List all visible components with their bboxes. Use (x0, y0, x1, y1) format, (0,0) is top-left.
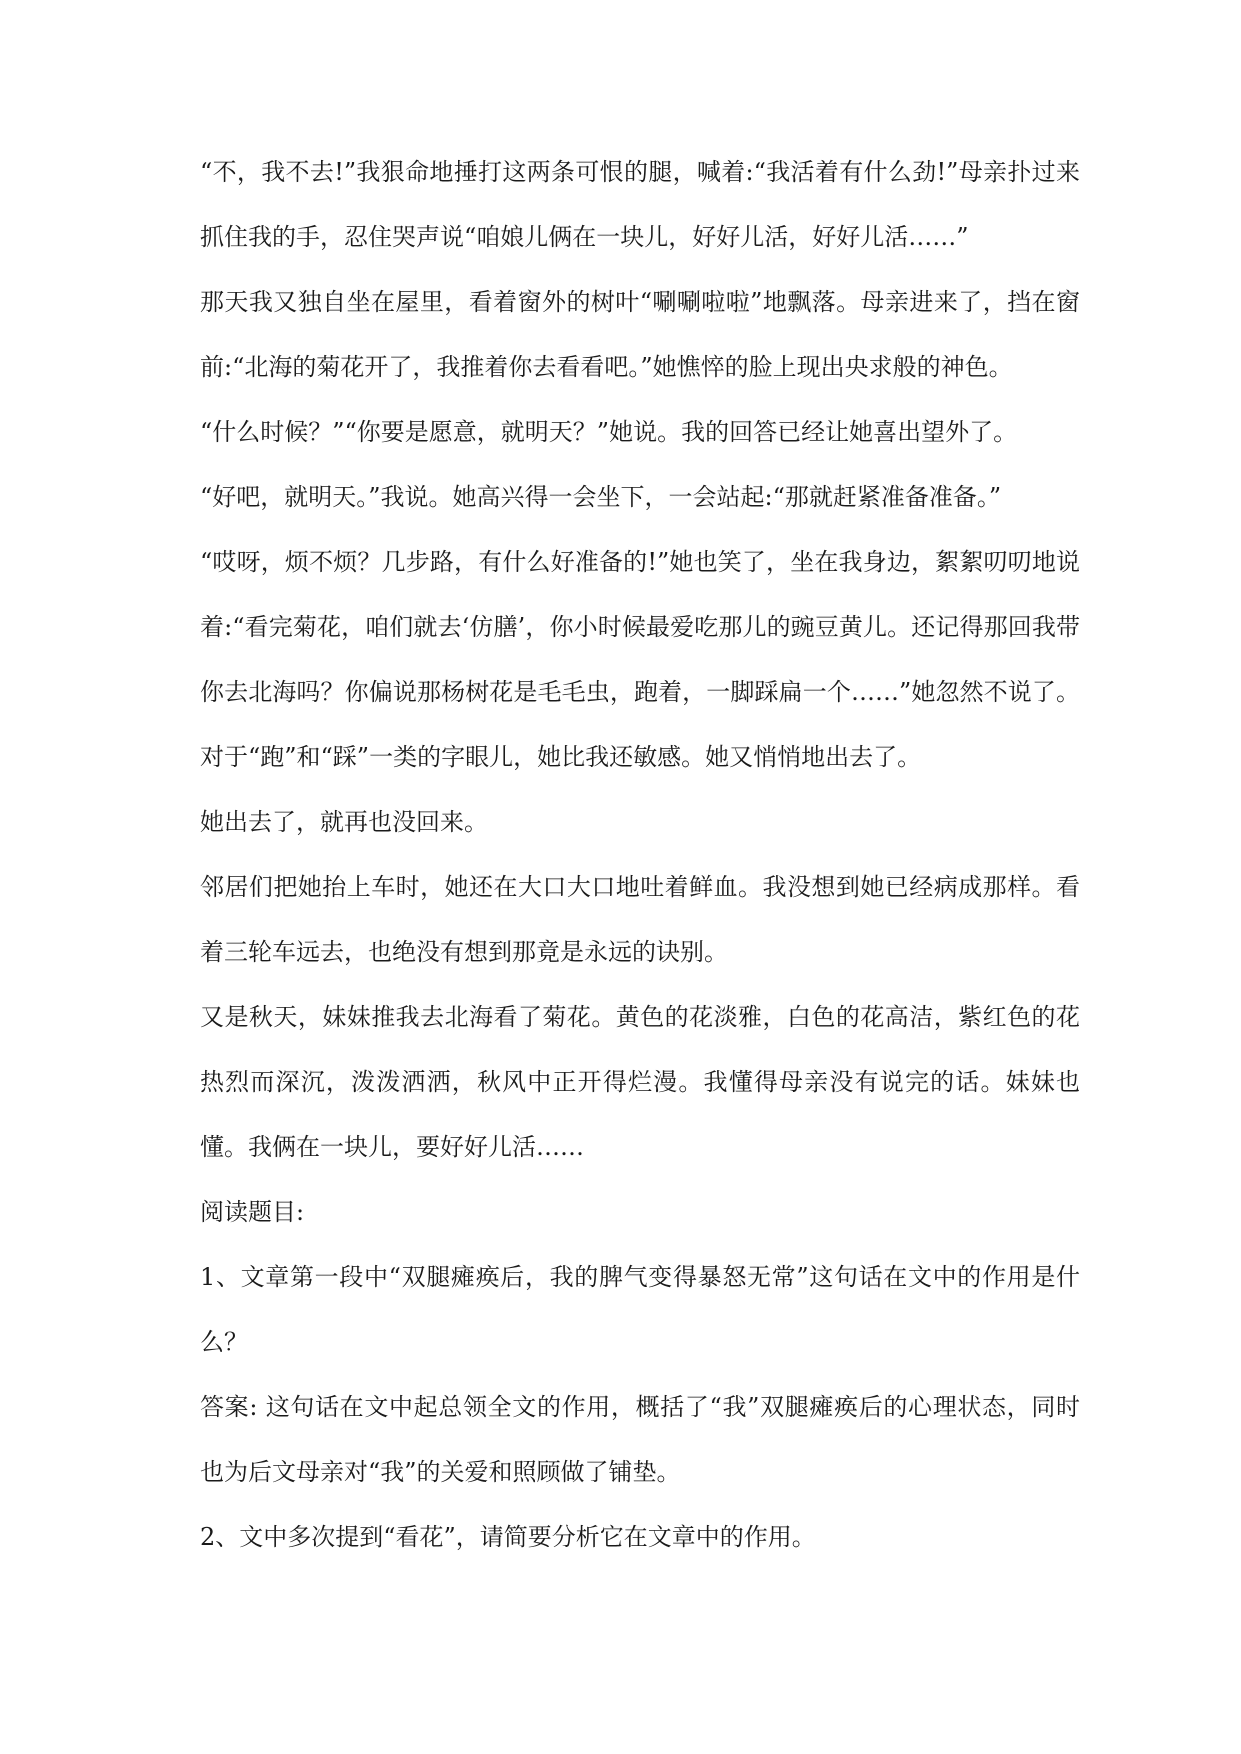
question-2: 2、文中多次提到“看花”，请简要分析它在文章中的作用。 (200, 1523, 816, 1551)
answer-1: 答案: 这句话在文中起总领全文的作用，概括了“我”双腿瘫痪后的心理状态，同时也为后文母亲对“我”的关爱和照顾做了铺垫。 (200, 1393, 1080, 1486)
paragraph-neighbors: 邻居们把她抬上车时，她还在大口大口地吐着鲜血。我没想到她已经病成那样。看着三轮车远去，也绝没有想到那竟是永远的诀别。 (200, 873, 1080, 966)
section-heading-reading-questions: 阅读题目: (200, 1198, 305, 1226)
paragraph-never-returned: 她出去了，就再也没回来。 (200, 808, 488, 836)
paragraph-refusal: “不，我不去!”我狠命地捶打这两条可恨的腿，喊着:“我活着有什么劲!”母亲扑过来抓住我的手，忍住哭声说“咱娘儿俩在一块儿，好好儿活，好好儿活……” (200, 158, 1080, 251)
paragraph-tomorrow: “好吧，就明天。”我说。她高兴得一会坐下，一会站起:“那就赶紧准备准备。” (200, 483, 1002, 511)
question-1: 1、文章第一段中“双腿瘫痪后，我的脾气变得暴怒无常”这句话在文中的作用是什么？ (200, 1263, 1080, 1356)
paragraph-chatter: “哎呀，烦不烦？几步路，有什么好准备的!”她也笑了，坐在我身边，絮絮叨叨地说着:“看完菊花，咱们就去‘仿膳’，你小时候最爱吃那儿的豌豆黄儿。还记得那回我带你去北海吗？你偏说那杨树花是毛毛虫，跑着，一脚踩扁一个……”她忽然不说了。对于“跑”和“踩”一类的字眼儿，她比我还敏感。她又悄悄地出去了。 (200, 548, 1080, 771)
paragraph-autumn-again: 又是秋天，妹妹推我去北海看了菊花。黄色的花淡雅，白色的花高洁，紫红色的花热烈而深沉，泼泼洒洒，秋风中正开得烂漫。我懂得母亲没有说完的话。妹妹也懂。我俩在一块儿，要好好儿活…… (200, 1003, 1080, 1161)
paragraph-falling-leaves: 那天我又独自坐在屋里，看着窗外的树叶“唰唰啦啦”地飘落。母亲进来了，挡在窗前:“北海的菊花开了，我推着你去看看吧。”她憔悴的脸上现出央求般的神色。 (200, 288, 1080, 381)
paragraph-when: “什么时候？”“你要是愿意，就明天？”她说。我的回答已经让她喜出望外了。 (200, 418, 1018, 446)
document-body (200, 140, 1080, 1570)
